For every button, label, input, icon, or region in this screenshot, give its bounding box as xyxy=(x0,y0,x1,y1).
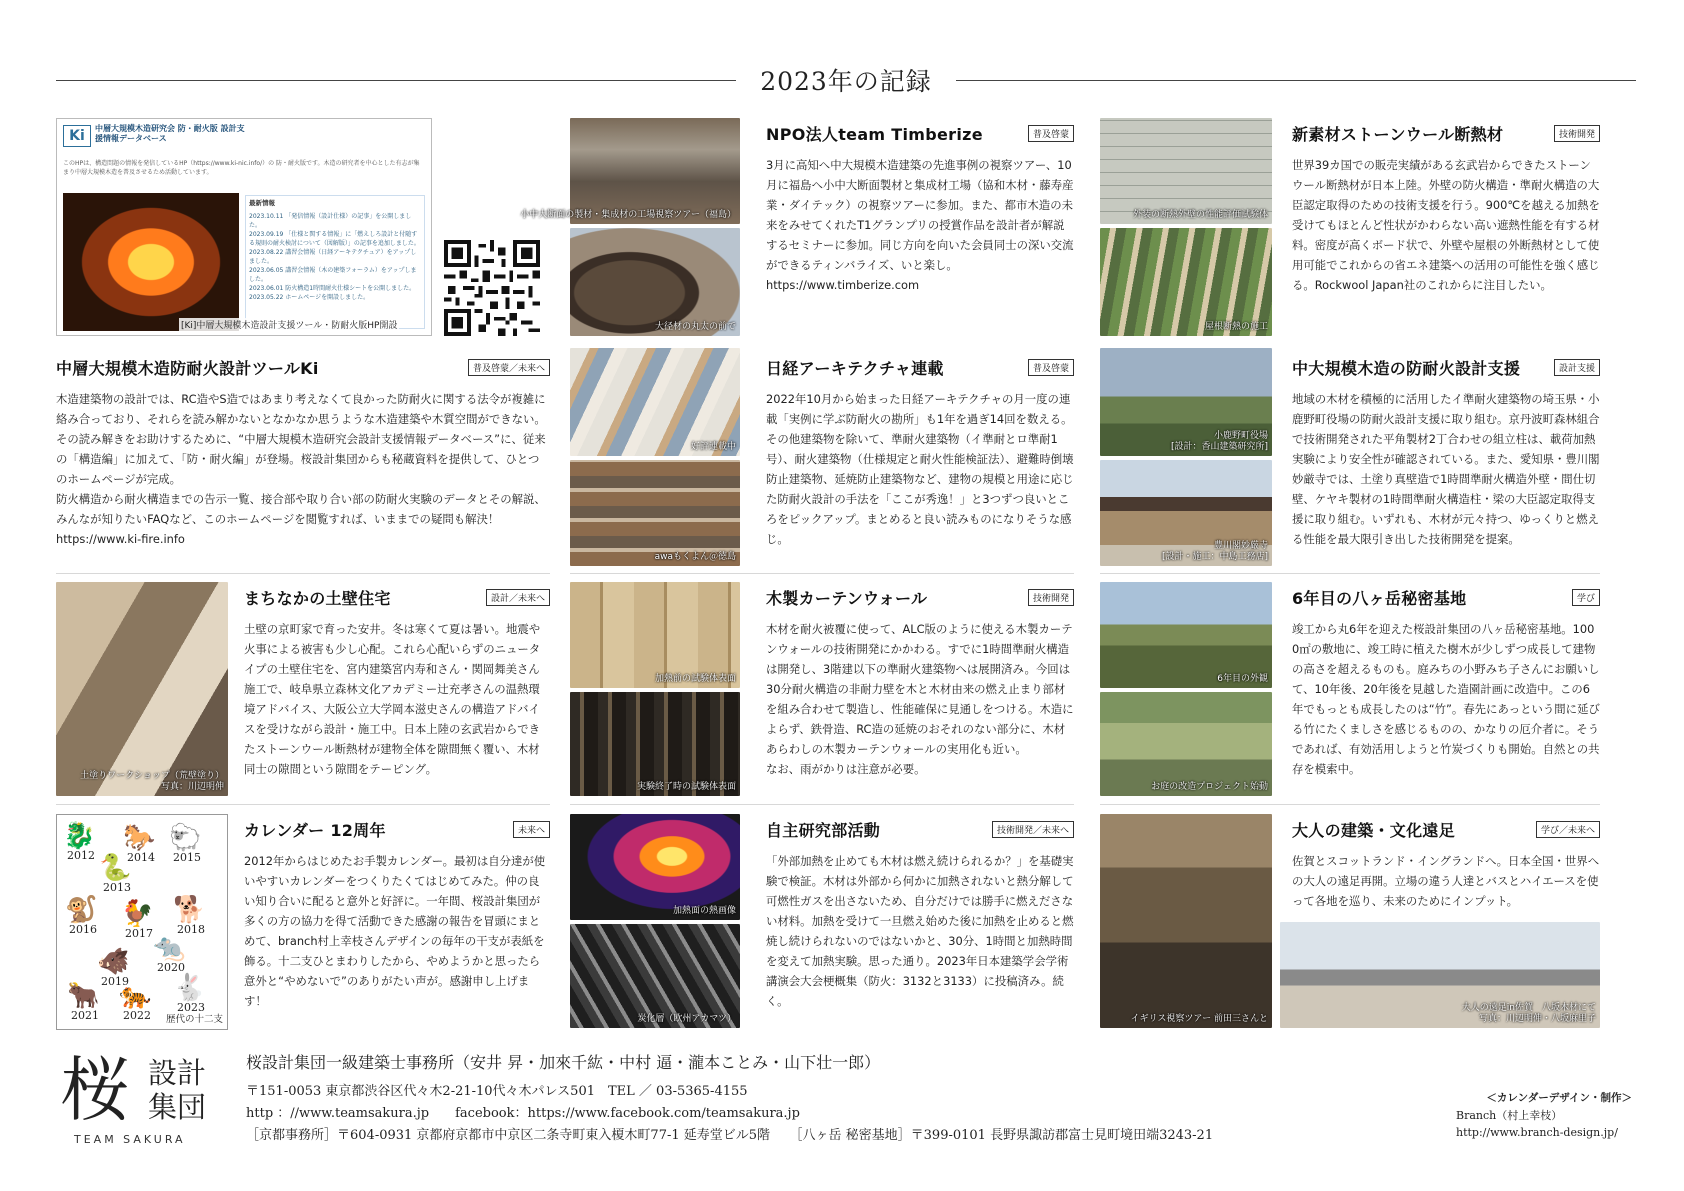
photo-char-layer xyxy=(570,924,740,1028)
rooster-icon: 🐓 xyxy=(121,899,154,929)
section-stonewool xyxy=(1292,122,1600,332)
qr-code xyxy=(444,240,540,336)
section-tag: 学び／未来へ xyxy=(1536,821,1600,838)
tiger-icon: 🐅 xyxy=(119,981,152,1011)
photo-magazines xyxy=(570,348,740,456)
section-body: 3月に高知へ中大規模木造建築の先進事例の視察ツアー、10月に福島へ小中大断面製材と集成材工場（協和木材・藤寿産業・ダイテック）の視察ツアーに参加。また、都市木造の未来をみせてくれたT1グランプリの授賞作品を設計者が解説するセミナーに参加。同じ方向を向いた会員同士の深い交流ができるティンバライズ、いと楽し。 https://www.timberize.com xyxy=(766,158,1074,292)
divider xyxy=(56,573,550,574)
photo-before-heating xyxy=(570,582,740,688)
photo-roof-insulation xyxy=(1100,228,1272,336)
section-title: NPO法人team Timberize xyxy=(766,125,983,144)
section-title-row xyxy=(1292,122,1600,148)
ki-logo: Ki xyxy=(63,125,91,147)
section-body: 世界39カ国での販売実績がある玄武岩からできたストーンウール断熱材が日本上陸。外壁の防火構造・準耐火構造の大臣認定取得のための技術支援を行う。900℃を越える加熱を受けてもほとんど性状がかわらない高い遮熱性能を有する材料。密度が高くボード状で、外壁や屋根の外断熱材として使用可能でこれからの省エネ建築への活用の可能性を強く感じる。Rockwool Japan社のこれからに注目したい。 xyxy=(1292,158,1600,292)
page-header xyxy=(56,62,1636,98)
section-title-row xyxy=(766,122,1074,148)
ki-news-item: 2023.09.19 「仕様と関する情報」に「燃えしろ設計と付随する規則の耐火検討について（図解版）」の記事を追加しました。 xyxy=(249,231,420,247)
zodiac-year: 2019 xyxy=(101,975,129,988)
ki-news-item: 2023.05.22 ホームページを開設しました。 xyxy=(249,294,370,301)
zodiac-year: 2022 xyxy=(123,1009,151,1022)
zodiac-collage xyxy=(56,814,228,1030)
section-title-row xyxy=(766,818,1074,844)
office-name: 桜設計集団一級建築士事務所（安井 昇・加來千紘・中村 逼・瀧本ことみ・山下壮一郎） xyxy=(246,1053,881,1072)
rat-icon: 🐀 xyxy=(153,933,186,963)
photo-caption: 小中大断面の製材・集成材の工場視察ツアー（福島） xyxy=(520,210,736,220)
section-tag: 設計支援 xyxy=(1554,359,1600,376)
section-title: 新素材ストーンウール断熱材 xyxy=(1292,125,1504,144)
section-tag: 技術開発 xyxy=(1554,125,1600,142)
section-bouka-support xyxy=(1292,356,1600,566)
photo-caption: 6年目の外観 xyxy=(1217,674,1268,684)
monkey-icon: 🐒 xyxy=(65,895,98,925)
section-title-row xyxy=(1292,586,1600,612)
section-dokabe xyxy=(244,586,550,796)
boar-icon: 🐗 xyxy=(97,947,130,977)
section-yatsugatake xyxy=(1292,586,1600,796)
section-calendar xyxy=(244,818,550,1028)
ki-site-description: このHPは、構造問題の情報を発信しているHP（https://www.ki-nic.info/）の 防・耐火版です。木造の研究者を中心とした有志が集まり中層大規模木造を普及させるため活動しています。 xyxy=(63,160,420,176)
section-body: 土壁の京町家で育った安井。冬は寒くて夏は暑い。地震や火事による被害も少し心配。これら心配いらずのニュータイプの土壁住宅を、宮内建築宮内寿和さん・関岡舞美さん施工で、岐阜県立森林文化アカデミー辻充孝さんの温熱環境アドバイス、大阪公立大学岡本滋史さんの構造アドバイスを受けながら設計・施工中。日本上陸の玄武岩からできたストーンウール断熱材が建物全体を隙間無く覆い、木材同士の隙間という隙間をテーピング。 xyxy=(244,622,541,776)
section-title-row xyxy=(1292,818,1600,844)
photo-thermal-image xyxy=(570,814,740,920)
section-title: 中層大規模木造防耐火設計ツールKi xyxy=(56,359,319,378)
photo-saga-group xyxy=(1280,922,1600,1028)
zodiac-year: 2017 xyxy=(125,927,153,940)
section-ensoku xyxy=(1292,818,1600,918)
credit-url[interactable]: http://www.branch-design.jp/ xyxy=(1456,1126,1618,1139)
page-title: 2023年の記録 xyxy=(760,67,932,96)
photo-after-test xyxy=(570,692,740,796)
photo-ogano-town-hall xyxy=(1100,348,1272,456)
photo-caption: 小鹿野町役場 [設計：香山建築研究所] xyxy=(1170,431,1268,452)
ox-icon: 🐂 xyxy=(67,981,100,1011)
office-web-links[interactable]: http ：//www.teamsakura.jp facebook：https://www.facebook.com/teamsakura.jp xyxy=(246,1106,800,1121)
photo-caption: イギリス視察ツアー 前田三さんと xyxy=(1130,1014,1268,1024)
footer xyxy=(56,1048,1640,1188)
section-ki xyxy=(56,356,550,566)
section-body: 地域の木材を積極的に活用したイ準耐火建築物の埼玉県・小鹿野町役場の防耐火設計支援に取り組む。京丹波町森林組合で技術開発された平角製材2丁合わせの組立柱は、載荷加熱実験により安全性が確認されている。また、愛知県・豊川閣妙厳寺では、土塗り真壁造で1時間準耐火構造外壁・間仕切壁、ケヤキ製材の1時間準耐火構造柱・梁の大臣認定取得支援に取り組む。いずれも、木材が元々持つ、ゆっくりと燃える性能を最大限引き出した技術開発を提案。 xyxy=(1292,392,1600,546)
section-title-row xyxy=(1292,356,1600,382)
section-tag: 未来へ xyxy=(513,821,550,838)
header-rule-right xyxy=(956,80,1636,81)
credit-heading: ＜カレンダーデザイン・制作＞ xyxy=(1486,1092,1632,1104)
section-title-row xyxy=(766,586,1074,612)
section-body: 佐賀とスコットランド・イングランドへ。日本全国・世界への大人の遠足再開。立場の違う人達とバスとハイエースを使って各地を巡り、未来のためにインプット。 xyxy=(1292,854,1600,908)
section-tag: 技術開発 xyxy=(1028,589,1074,606)
divider xyxy=(1100,573,1600,574)
horse-icon: 🐎 xyxy=(123,823,156,853)
photo-caption: awaもくよん＠徳島 xyxy=(654,552,736,562)
zodiac-year: 2020 xyxy=(157,961,185,974)
section-title: 中大規模木造の防耐火設計支援 xyxy=(1292,359,1521,378)
photo-awa-mokuyon xyxy=(570,460,740,566)
section-body: 木造建築物の設計では、RC造やS造ではあまり考えなくて良かった防耐火に関する法令が複雑に絡み合っており、それらを読み解かないとなかなか思うような木造建築や木質空間ができない。その読み解きをお助けするために、“中層大規模木造研究会設計支援情報データベース”に、従来の「構造編」に加えて、「防・耐火編」が登場。桜設計集団からも秘蔵資料を提供して、ひとつのホームページが完成。 防火構造から耐火構造までの告示一覧、接合部や取り合い部の防耐火実験のデータとその解説、みんなが知りたいFAQなど、このホームページを閲覧すれば、いままでの疑問も解決！ https://www.ki-fire.info xyxy=(56,392,546,546)
section-title: 日経アーキテクチャ連載 xyxy=(766,359,944,378)
ki-news-item: 2023.10.11 「発信情報（設計仕様）の記事」を公開しました。 xyxy=(249,213,412,229)
section-title-row xyxy=(244,586,550,612)
section-body: 竣工から丸6年を迎えた桜設計集団の八ヶ岳秘密基地。1000㎡の敷地に、竣工時に植えた樹木が少しずつ成長して建物の高さを超えるものも。庭みちの小野みち子さんにお願いして、10年後、20年後を見越した造園計画に改造中。この6年でもっとも成長したのは“竹”。春先にあっという間に延びる竹にたくましさを感じるものの、かなりの厄介者に。そうであれば、有効活用しようと竹炭づくりも開始。自然との共存を模索中。 xyxy=(1292,622,1600,776)
zodiac-year: 2014 xyxy=(127,851,155,864)
brand-logo-kanji: 桜 xyxy=(60,1049,130,1131)
section-title: 大人の建築・文化遠足 xyxy=(1292,821,1456,840)
section-tag: 普及啓蒙／未来へ xyxy=(468,359,550,376)
branch-addresses: ［京都事務所］〒604-0931 京都府京都市中京区二条寺町東入榎木町77-1 延寿堂ビル5階 ［八ヶ岳 秘密基地］〒399-0101 長野県諏訪郡富士見町境田端3243-21 xyxy=(246,1128,1214,1143)
photo-caption: 実験終了時の試験体表面 xyxy=(636,782,736,792)
section-tag: 技術開発／未来へ xyxy=(992,821,1074,838)
photo-caption: 豊川閣妙厳寺 [設計・施工：中島工務店] xyxy=(1161,541,1268,562)
photo-caption: 加熱前の試験体表面 xyxy=(654,674,736,684)
sheep-icon: 🐑 xyxy=(169,823,202,853)
snake-icon: 🐍 xyxy=(99,853,132,883)
section-title: 木製カーテンウォール xyxy=(766,589,928,608)
dragon-icon: 🐉 xyxy=(63,821,96,851)
brand-logo-sub: 設計 集団 xyxy=(148,1056,207,1124)
section-body: 「外部加熱を止めても木材は燃え続けられるか？」を基礎実験で検証。木材は外部から何かに加熱されないと熱分解して可燃性ガスを出さないため、自分だけでは勝手に燃えださない材料。加熱を受けて一旦燃え始めた後に加熱を止めると燃焼し続けられないのではないかと、30分、1時間と加熱時間を変えて加熱実験。思った通り。2023年日本建築学会学術講演会大会梗概集（防火：3132と3133）に投稿済み。続く。 xyxy=(766,854,1074,1008)
section-curtain-wall xyxy=(766,586,1074,796)
photo-myogonji xyxy=(1100,460,1272,566)
dog-icon: 🐕 xyxy=(173,895,206,925)
photo-caption: 好評連載中 xyxy=(690,442,736,452)
photo-caption: 加熱面の熱画像 xyxy=(672,906,736,916)
section-research xyxy=(766,818,1074,1028)
section-title: 自主研究部活動 xyxy=(766,821,881,840)
section-title: まちなかの土壁住宅 xyxy=(244,589,391,608)
photo-caption: 大人の遠足in佐賀 八坂木材にて 写真：川辺明伸・八坂麻里子 xyxy=(1461,1003,1596,1024)
section-timberize xyxy=(766,122,1074,332)
ki-news-panel xyxy=(245,195,425,329)
photo-log xyxy=(570,228,740,336)
photo-caption: 屋根断熱の施工 xyxy=(1204,322,1268,332)
zodiac-year: 2016 xyxy=(69,923,97,936)
ki-news-item: 2023.08.22 講習会情報（日経アーキテクチュア）をアップしました。 xyxy=(249,249,417,265)
section-body: 2012年からはじめたお手製カレンダー。最初は自分達が使いやすいカレンダーをつくりたくてはじめてみた。仲の良い知り合いに配ると意外と好評に。一年間、桜設計集団が多くの方の協力を得て活動できた感謝の報告を冒頭にまとめて、branch村上幸枝さんデザインの毎年の干支が表紙を飾る。十二支ひとまわりしたから、やめようかと思ったら意外と“やめないで”のありがたい声が。感謝申し上げます！ xyxy=(244,854,546,1008)
ki-site-title: 中層大規模木造研究会 防・耐火版 設計支援情報データベース xyxy=(95,124,245,143)
zodiac-year: 2015 xyxy=(173,851,201,864)
photo-caption: 外装の断熱外壁の性能評価試験体 xyxy=(1132,210,1268,220)
ki-news-item: 2023.06.01 防火構造1時間耐火仕様シートを公開しました。 xyxy=(249,285,416,292)
divider xyxy=(570,573,1074,574)
section-tag: 設計／未来へ xyxy=(486,589,550,606)
photo-caption: 土塗りワークショップ（荒壁塗り） 写真：川辺明伸 xyxy=(80,771,224,792)
photo-plaster-workshop xyxy=(56,582,228,796)
photo-caption: 大径材の丸太の前で xyxy=(654,322,736,332)
section-title: 6年目の八ヶ岳秘密基地 xyxy=(1292,589,1467,608)
zodiac-year: 2013 xyxy=(103,881,131,894)
design-credit xyxy=(1456,1090,1632,1141)
divider xyxy=(56,804,550,805)
zodiac-year: 2021 xyxy=(71,1009,99,1022)
section-body: 2022年10月から始まった日経アーキテクチャの月一度の連載「実例に学ぶ防耐火の勘所」も1年を過ぎ14回を数える。その他建築物を除いて、準耐火建築物（イ準耐とロ準耐1号）、耐火建築物（仕様規定と耐火性能検証法）、避難時倒壊防止建築物、延焼防止建築物など、建物の規模と用途に応じた防耐火設計の手法を「ここが秀逸！」と3つずつ良いところをピックアップ。まとめると良い読みものになりそうな感じ。 xyxy=(766,392,1074,546)
section-tag: 学び xyxy=(1572,589,1600,606)
ki-news-heading: 最新情報 xyxy=(249,199,275,207)
divider xyxy=(1100,804,1600,805)
section-title-row xyxy=(766,356,1074,382)
divider xyxy=(570,804,1074,805)
header-rule-left xyxy=(56,80,736,81)
section-nikkei xyxy=(766,356,1074,566)
zodiac-year: 2023 xyxy=(177,1001,205,1014)
office-address: 〒151-0053 東京都渋谷区代々木2-21-10代々木パレス501 TEL ／ 03-5365-4155 xyxy=(246,1084,748,1099)
section-title-row xyxy=(56,356,550,382)
section-title: カレンダー 12周年 xyxy=(244,821,386,840)
photo-factory-tour xyxy=(520,118,740,224)
credit-name: Branch（村上幸枝） xyxy=(1456,1109,1563,1122)
ki-website-screenshot xyxy=(56,118,432,336)
zodiac-year: 2018 xyxy=(177,923,205,936)
photo-caption: お庭の改造プロジェクト始動 xyxy=(1151,782,1268,792)
photo-stonewool-specimen xyxy=(1100,118,1272,224)
fire-test-photo xyxy=(63,193,239,331)
brand-logo-english: TEAM SAKURA xyxy=(74,1133,186,1146)
section-tag: 普及啓蒙 xyxy=(1028,359,1074,376)
section-tag: 普及啓蒙 xyxy=(1028,125,1074,142)
section-title-row xyxy=(244,818,550,844)
ki-news-item: 2023.06.05 講習会情報（木の建築フォーラム）をアップしました。 xyxy=(249,267,417,283)
rabbit-icon: 🐇 xyxy=(173,973,206,1003)
photo-base-exterior xyxy=(1100,582,1272,688)
zodiac-year: 2012 xyxy=(67,849,95,862)
zodiac-label: 歴代の十二支 xyxy=(165,1014,223,1025)
section-body: 木材を耐火被覆に使って、ALC版のように使える木製カーテンウォールの技術開発にかかわる。すでに1時間準耐火構造は開発し、3階建以下の準耐火建築物へは展開済み。今回は30分耐火構造の非耐力壁を木と木材由来の燃え止まり部材を組み合わせて製造し、性能確保に見通しをつける。木造によらず、鉄骨造、RC造の延焼のおそれのない部分に、木材あらわしの木製カーテンウォールの実用化も近い。 なお、雨がかりは注意が必要。 xyxy=(766,622,1074,776)
photo-uk-tour xyxy=(1100,814,1272,1028)
photo-caption: 炭化層（欧州アカマツ） xyxy=(637,1014,736,1024)
photo-garden-project xyxy=(1100,692,1272,796)
ki-website-caption: [Ki]中層大規模木造設計支援ツール・防耐火版HP開設 xyxy=(179,318,399,331)
